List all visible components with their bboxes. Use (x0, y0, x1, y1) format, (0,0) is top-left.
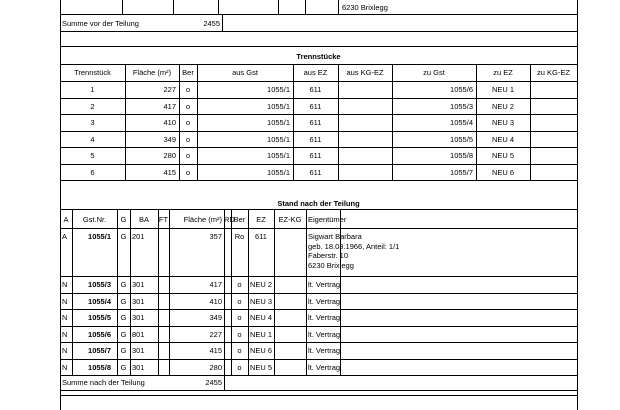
sn-cell: NEU 6 (249, 346, 273, 355)
sn-header-cell: Fläche (m²) (183, 215, 222, 224)
ts-cell: o (185, 134, 191, 144)
sn-cell: 801 (132, 329, 145, 339)
sn-cell: 301 (132, 362, 145, 372)
ts-cell: o (185, 118, 191, 127)
sn-owner-cell: lt. Vertrag (308, 362, 341, 372)
stand-nach-title: Stand nach der Teilung (277, 199, 360, 208)
sn-cell: G (120, 232, 127, 241)
sn-cell: NEU 3 (249, 296, 273, 306)
ts-header-cell: aus KG-EZ (346, 68, 384, 77)
sn-cell: 415 (209, 346, 222, 355)
ts-cell: 417 (163, 101, 176, 111)
sn-cell: G (120, 280, 127, 289)
sn-header-cell: BA (138, 215, 149, 224)
ts-cell: 1055/1 (267, 118, 290, 127)
owner-city-text: 6230 Brixlegg (342, 3, 388, 12)
sn-cell: G (120, 313, 127, 322)
sn-header-cell: G (120, 215, 127, 224)
ts-cell: 1055/5 (450, 134, 473, 144)
sn-header-cell: Eigentümer (308, 215, 347, 224)
sn-cell: o (237, 296, 242, 306)
sn-cell: o (237, 280, 242, 289)
ts-cell: 4 (90, 134, 95, 144)
sn-cell: N (62, 296, 68, 306)
ts-cell: 611 (309, 118, 322, 127)
sn-header-cell: RD (224, 215, 235, 224)
ts-cell: 611 (309, 151, 322, 160)
sn-cell: 1055/5 (88, 313, 111, 322)
sn-header-cell: EZ-KG (278, 215, 302, 224)
sn-cell: 357 (209, 232, 222, 241)
ts-cell: 1055/7 (450, 167, 473, 177)
sn-cell: 301 (132, 313, 145, 322)
ts-cell: 611 (309, 134, 322, 144)
ts-cell: NEU 5 (491, 151, 515, 160)
ts-header-cell: aus Gst (232, 68, 258, 77)
sn-cell: G (120, 346, 127, 355)
sn-owner-cell: lt. Vertrag (308, 313, 341, 322)
sum-before-label: Summe vor der Teilung (62, 19, 139, 28)
ts-header-cell: Fläche (m²) (132, 68, 172, 77)
ts-cell: NEU 2 (491, 101, 515, 111)
ts-cell: o (185, 151, 191, 160)
ts-cell: 349 (163, 134, 176, 144)
sn-cell: o (237, 313, 242, 322)
sn-cell: N (62, 280, 68, 289)
sn-cell: 1055/7 (88, 346, 111, 355)
sn-header-cell: FT (158, 215, 169, 224)
ts-header-cell: zu KG-EZ (537, 68, 570, 77)
sn-cell: 349 (209, 313, 222, 322)
sn-owner-cell: lt. Vertrag (308, 296, 341, 306)
sn-cell: N (62, 346, 68, 355)
ts-cell: 1055/1 (267, 134, 290, 144)
ts-cell: 3 (90, 118, 95, 127)
owner-line: 6230 Brixlegg (308, 260, 354, 270)
ts-cell: NEU 6 (491, 167, 515, 177)
ts-cell: 611 (309, 101, 322, 111)
sn-header-cell: Gst.Nr. (82, 215, 107, 224)
sn-cell: N (62, 313, 68, 322)
sum-after-label: Summe nach der Teilung (62, 378, 145, 387)
ts-cell: 410 (163, 118, 176, 127)
sn-cell: 1055/6 (88, 329, 111, 339)
sn-cell: o (237, 329, 242, 339)
sn-cell: NEU 2 (249, 280, 273, 289)
frame-right-border (577, 0, 578, 410)
ts-cell: 1055/3 (450, 101, 473, 111)
ts-cell: o (185, 167, 191, 177)
ts-cell: NEU 1 (491, 85, 515, 94)
ts-cell: 6 (90, 167, 95, 177)
section-divider-2 (60, 180, 577, 181)
owner-line: Faberstr. 10 (308, 251, 349, 260)
sn-cell: 1055/8 (88, 362, 111, 372)
ts-cell: 415 (163, 167, 176, 177)
owner-line: geb. 18.03.1966, Anteil: 1/1 (308, 241, 400, 251)
ts-cell: NEU 3 (491, 118, 515, 127)
ts-header-cell: zu EZ (493, 68, 513, 77)
sn-cell: o (237, 346, 242, 355)
sn-owner-cell: lt. Vertrag (308, 346, 341, 355)
ts-cell: 227 (163, 85, 176, 94)
sn-cell: Ro (234, 232, 245, 241)
sn-cell: 301 (132, 280, 145, 289)
ts-cell: 1055/1 (267, 167, 290, 177)
ts-header-cell: Trennstück (74, 68, 111, 77)
ts-cell: 611 (309, 167, 322, 177)
ts-cell: 611 (309, 85, 322, 94)
sn-cell: G (120, 296, 127, 306)
trennstuecke-title: Trennstücke (296, 52, 341, 61)
sn-cell: 417 (209, 280, 222, 289)
ts-header-cell: aus EZ (303, 68, 328, 77)
sn-cell: A (62, 232, 68, 241)
sn-cell: 1055/4 (88, 296, 111, 306)
sn-cell: NEU 1 (249, 329, 273, 339)
ts-cell: 1055/6 (450, 85, 473, 94)
ts-cell: 1 (90, 85, 95, 94)
owner-line: Sigwart Barbara (308, 232, 362, 241)
ts-header-cell: Ber (182, 68, 194, 77)
sn-cell: N (62, 362, 68, 372)
sn-cell: G (120, 362, 127, 372)
sn-owner-cell: lt. Vertrag (308, 329, 341, 339)
sn-cell: NEU 5 (249, 362, 273, 372)
sn-cell: 410 (209, 296, 222, 306)
ts-cell: 2 (90, 101, 95, 111)
ts-cell: 1055/8 (450, 151, 473, 160)
sn-cell: 301 (132, 296, 145, 306)
sn-cell: 1055/3 (88, 280, 111, 289)
sn-cell: 201 (132, 232, 145, 241)
section-divider-3 (60, 395, 577, 396)
ts-cell: 280 (163, 151, 176, 160)
sn-cell: 280 (209, 362, 222, 372)
ts-header-cell: zu Gst (423, 68, 445, 77)
sn-cell: 1055/1 (88, 232, 111, 241)
sn-cell: 611 (255, 232, 267, 241)
sn-header-cell: A (63, 215, 69, 224)
sn-cell: 227 (209, 329, 222, 339)
ts-cell: 1055/1 (267, 101, 290, 111)
sn-cell: o (237, 362, 242, 372)
sn-cell: N (62, 329, 68, 339)
sn-header-cell: EZ (256, 215, 266, 224)
ts-cell: 1055/4 (450, 118, 473, 127)
sn-cell: 301 (132, 346, 145, 355)
ts-cell: o (185, 101, 191, 111)
sn-cell: NEU 4 (249, 313, 273, 322)
sum-after-value: 2455 (205, 378, 222, 387)
sn-cell: G (120, 329, 127, 339)
ts-cell: 5 (90, 151, 95, 160)
sn-header-cell: Ber (233, 215, 246, 224)
ts-cell: NEU 4 (491, 134, 515, 144)
ts-cell: 1055/1 (267, 151, 290, 160)
section-divider (60, 46, 577, 47)
ts-cell: o (185, 85, 191, 94)
sum-before-value: 2455 (203, 19, 220, 28)
ts-cell: 1055/1 (267, 85, 290, 94)
sn-owner-cell: lt. Vertrag (308, 280, 341, 289)
